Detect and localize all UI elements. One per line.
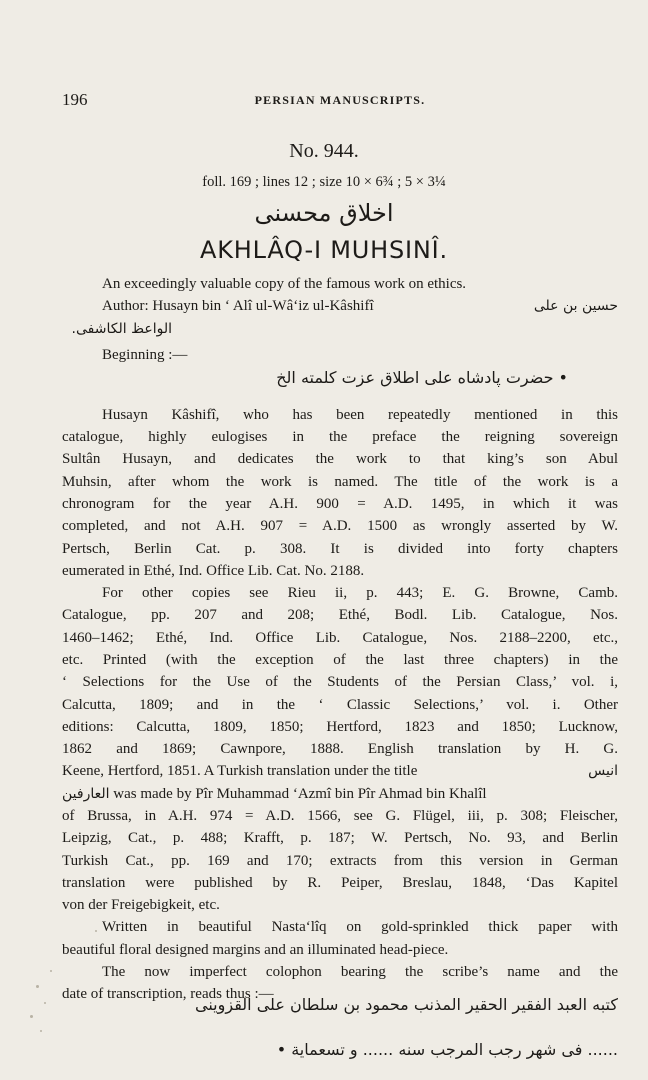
speckle [95,930,97,932]
text-line: ‘ Selections for the Use of the Students of the Persian Class,’ vol. i, [62,674,618,690]
text-line: An exceedingly valuable copy of the famous work on ethics. [102,276,467,292]
text-line: The now imperfect colophon bearing the scribe’s name and the [102,964,618,980]
text-line: translation were published by R. Peiper, Breslau, 1848, ‘Das Kapitel [62,875,618,891]
text-line: catalogue, highly eulogises in the preface the reigning sovereign [62,429,618,445]
speckle [36,985,39,988]
colophon-line-1: کتبه العبد الفقیر الحقیر المذنب محمود بن سلطان علی القزوینی [195,995,618,1014]
text-line: editions: Calcutta, 1809, 1850; Hertford, 1823 and 1850; Lucknow, [62,719,618,735]
turkish-title-persian: انیس [588,763,618,779]
speckle [30,1015,33,1018]
colophon-line-2: ...... فی شهر رجب المرجب سنه ...... و تسعمایة • [276,1040,618,1059]
turkish-title-persian-cont: العارفین [62,786,110,802]
text-line: date of transcription, reads thus :— [62,986,274,1002]
title-latin: AKHLÂQ-I MUHSINÎ. [200,236,448,264]
text-line: Keene, Hertford, 1851. A Turkish translation under the title انیس [62,760,618,782]
text-line: etc. Printed (with the exception of the last three chapters) in the [62,652,618,668]
text-line: Catalogue, pp. 207 and 208; Ethé, Bodl. Lib. Catalogue, Nos. [62,607,618,623]
running-head: PERSIAN MANUSCRIPTS. [254,93,426,107]
text-line: beautiful floral designed margins and an illuminated head-piece. [62,942,449,958]
text-line: Sultân Husayn, and dedicates the work to that king’s son Abul [62,451,618,467]
speckle [44,1002,46,1004]
text-line: 1460–1462; Ethé, Ind. Office Lib. Catalogue, Nos. 2188–2200, etc., [62,630,618,646]
text-line: of Brussa, in A.H. 974 = A.D. 1566, see G. Flügel, iii, p. 308; Fleischer, [62,808,618,824]
text-line: 1862 and 1869; Cawnpore, 1888. English translation by H. G. [62,741,618,757]
text-line: Muhsin, after whom the work is named. The title of the work is a [62,474,618,490]
speckle [50,970,52,972]
text-line: العارفین was made by Pîr Muhammad ‘Azmî bin Pîr Ahmad bin Khalîl [62,786,487,802]
beginning-label: Beginning :— [102,347,188,363]
text-line: Husayn Kâshifî, who has been repeatedly mentioned in this [102,407,618,423]
beginning-text: • حضرت پادشاه علی اطلاق عزت کلمته الخ [276,368,568,387]
speckle [40,1030,42,1032]
title-persian: اخلاق محسنی [254,199,394,227]
text-line: Leipzig, Cat., p. 488; Krafft, p. 187; W. Pertsch, No. 93, and Berlin [62,830,618,846]
text-line: von der Freigebigkeit, etc. [62,897,220,913]
page-number: 196 [62,90,88,109]
author-latin: Author: Husayn bin ‘ Alî ul-Wâ‘iz ul-Kâshifî [102,298,374,314]
text-line: Turkish Cat., pp. 169 and 170; extracts from this version in German [62,853,618,869]
entry-number: No. 944. [289,140,359,162]
page-header [62,90,618,110]
text-line: Calcutta, 1809; and in the ‘ Classic Selections,’ vol. i. Other [62,697,618,713]
text-line: Pertsch, Berlin Cat. p. 308. It is divided into forty chapters [62,541,618,557]
author-persian: حسین بن علی [533,298,618,314]
text-line: chronogram for the year A.H. 900 = A.D. 1495, in which it was [62,496,618,512]
text-line: eumerated in Ethé, Ind. Office Lib. Cat. No. 2188. [62,563,365,579]
folio-info: foll. 169 ; lines 12 ; size 10 × 6¾ ; 5 × 3¼ [202,174,446,190]
text-line: completed, and not A.H. 907 = A.D. 1500 as wrongly asserted by W. [62,518,618,534]
text-line: Written in beautiful Nasta‘lîq on gold-sprinkled thick paper with [102,919,618,935]
text-line: For other copies see Rieu ii, p. 443; E. G. Browne, Camb. [102,585,618,601]
author-persian-cont: الواعظ الکاشفی. [71,321,172,337]
author-line [62,295,618,317]
